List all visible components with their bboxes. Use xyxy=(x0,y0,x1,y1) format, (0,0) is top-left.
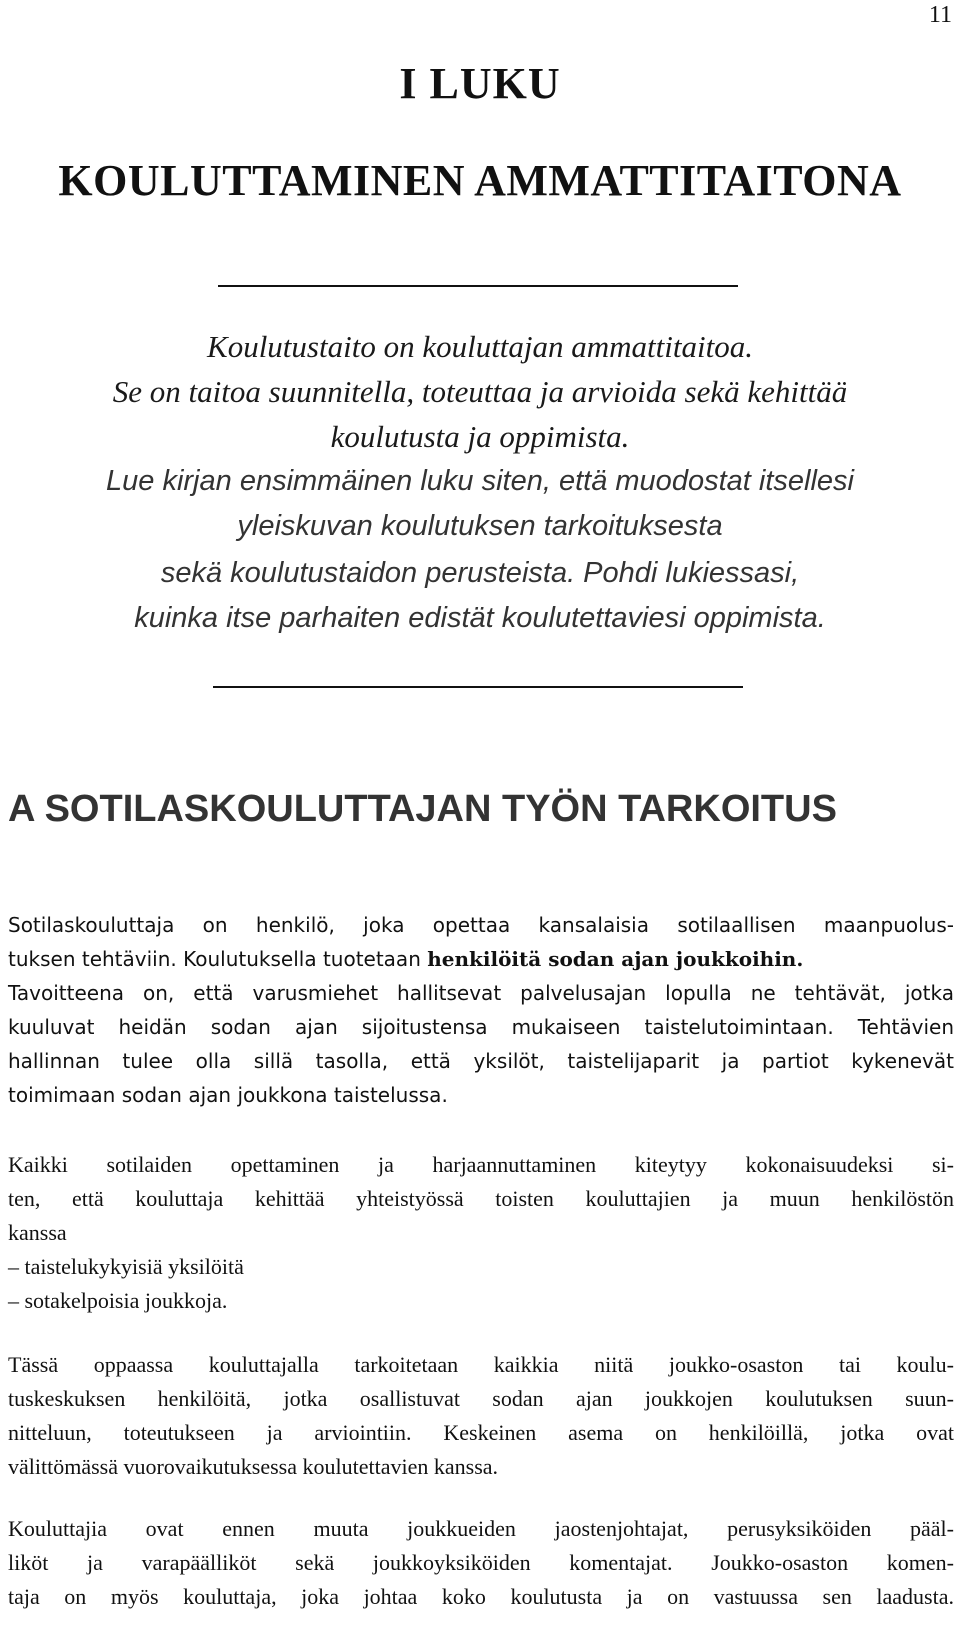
chapter-number: I LUKU xyxy=(399,59,561,108)
paragraph-4 xyxy=(8,1512,954,1614)
paragraph-line: Tässä oppaassa kouluttajalla tarkoitetaan kaikkia niitä joukko-osaston tai koulu- xyxy=(8,1352,954,1377)
paragraph-line: liköt ja varapäälliköt sekä joukkoyksiköiden komentajat. Joukko-osaston komen- xyxy=(8,1550,954,1575)
intro-line: koulutusta ja oppimista. xyxy=(330,419,630,454)
paragraph-line: nitteluun, toteutukseen ja arviointiin. Keskeinen asema on henkilöillä, jotka ovat xyxy=(8,1420,954,1445)
paragraph-line: toimimaan sodan ajan joukkona taistelussa. xyxy=(8,1083,448,1107)
intro-line: Se on taitoa suunnitella, toteuttaa ja arvioida sekä kehittää xyxy=(112,374,848,409)
paragraph-2 xyxy=(8,1148,954,1318)
intro-line: yleiskuvan koulutuksen tarkoituksesta xyxy=(237,510,723,542)
page-number: 11 xyxy=(928,2,952,28)
list-item: – sotakelpoisia joukkoja. xyxy=(8,1288,228,1313)
paragraph-line: Kouluttajia ovat ennen muuta joukkueiden jaostenjohtajat, perusyksiköiden pääl- xyxy=(8,1516,954,1541)
paragraph-line: välittömässä vuorovaikutuksessa koulutettavien kanssa. xyxy=(8,1454,499,1479)
intro-fragment: sekä koulutustaidon perusteista. xyxy=(160,557,576,589)
paragraph-line: kuuluvat heidän sodan ajan sijoitustensa mukaiseen taistelutoimintaan. Tehtävien xyxy=(8,1015,954,1039)
intro-fragment: Pohdi lukiessasi, xyxy=(575,557,800,589)
intro-line: kuinka itse parhaiten edistät koulutettaviesi oppimista. xyxy=(134,602,826,634)
paragraph-line: tuskeskuksen henkilöitä, jotka osallistuvat sodan ajan joukkojen koulutuksen suun- xyxy=(8,1386,954,1411)
paragraph-line xyxy=(8,942,954,976)
chapter-title: KOULUTTAMINEN AMMATTITAITONA xyxy=(58,156,902,205)
paragraph-line: hallinnan tulee olla sillä tasolla, että yksilöt, taistelijaparit ja partiot kykenevät xyxy=(8,1049,954,1073)
text-fragment: tuksen tehtäviin. xyxy=(8,947,177,971)
paragraph-line: taja on myös kouluttaja, joka johtaa koko koulutusta ja on vastuussa sen laadusta. xyxy=(8,1584,954,1609)
paragraph-3 xyxy=(8,1348,954,1484)
paragraph-line: Kaikki sotilaiden opettaminen ja harjaannuttaminen kiteytyy kokonaisuudeksi si- xyxy=(8,1152,954,1177)
top-divider xyxy=(218,285,738,287)
paragraph-line: ten, että kouluttaja kehittää yhteistyössä toisten kouluttajien ja muun henkilöstön xyxy=(8,1186,954,1211)
paragraph-1 xyxy=(8,908,954,1112)
bottom-divider xyxy=(213,686,743,688)
emphasis-text: henkilöitä sodan ajan joukkoihin. xyxy=(427,947,804,971)
text-fragment: Koulutuksella tuotetaan xyxy=(176,947,428,971)
paragraph-line: Tavoitteena on, että varusmiehet hallitsevat palvelusajan lopulla ne tehtävät, jotka xyxy=(8,981,954,1005)
intro-line xyxy=(0,549,960,596)
intro-line: Lue kirjan ensimmäinen luku siten, että muodostat itsellesi xyxy=(106,465,854,497)
intro-line: Koulutustaito on kouluttajan ammattitaitoa. xyxy=(207,329,753,364)
paragraph-line: Sotilaskouluttaja on henkilö, joka opettaa kansalaisia sotilaallisen maanpuolus- xyxy=(8,913,954,937)
paragraph-line: kanssa xyxy=(8,1220,67,1245)
section-heading: A SOTILASKOULUTTAJAN TYÖN TARKOITUS xyxy=(8,788,837,830)
list-item: – taistelukykyisiä yksilöitä xyxy=(8,1254,244,1279)
chapter-intro xyxy=(0,324,960,641)
